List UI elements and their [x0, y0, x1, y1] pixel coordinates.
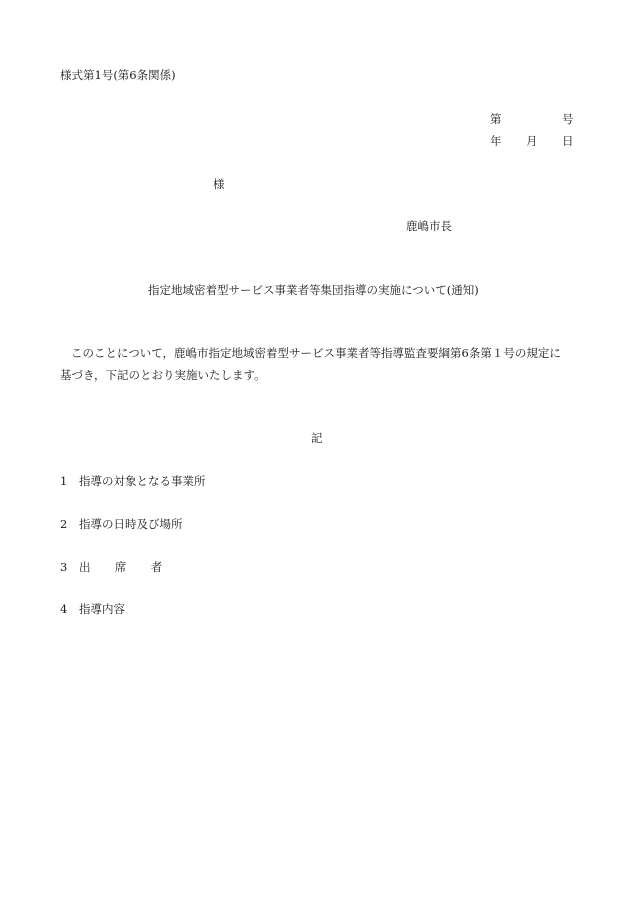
list-item-number: 1 — [60, 474, 68, 488]
date-day-label: 日 — [562, 134, 574, 148]
list-item-label: 出 席 者 — [79, 560, 173, 574]
list-item-label: 指導内容 — [79, 602, 125, 616]
list-item — [60, 604, 125, 616]
body-text-line-1: このことについて，鹿嶋市指定地域密着型サービス事業者等指導監査要綱第6条第１号の規定に — [71, 346, 561, 360]
list-item — [60, 562, 173, 574]
doc-number-suffix: 号 — [562, 112, 574, 126]
list-item-label: 指導の対象となる事業所 — [79, 474, 206, 488]
sender-name: 鹿嶋市長 — [406, 219, 452, 233]
addressee-honorific: 様 — [213, 177, 225, 191]
doc-number-prefix: 第 — [490, 112, 502, 126]
list-item-number: 2 — [60, 517, 68, 531]
date-month-label: 月 — [526, 134, 538, 148]
list-item-number: 4 — [60, 602, 68, 616]
body-text-line-2: 基づき，下記のとおり実施いたします。 — [60, 368, 266, 382]
list-item-label: 指導の日時及び場所 — [79, 517, 183, 531]
list-item — [60, 476, 206, 488]
form-number: 様式第1号(第6条関係) — [60, 68, 176, 82]
list-item — [60, 519, 183, 531]
ki-heading: 記 — [311, 431, 323, 445]
list-item-number: 3 — [60, 560, 68, 574]
document-title: 指定地域密着型サービス事業者等集団指導の実施について(通知) — [148, 283, 479, 297]
date-year-label: 年 — [490, 134, 502, 148]
